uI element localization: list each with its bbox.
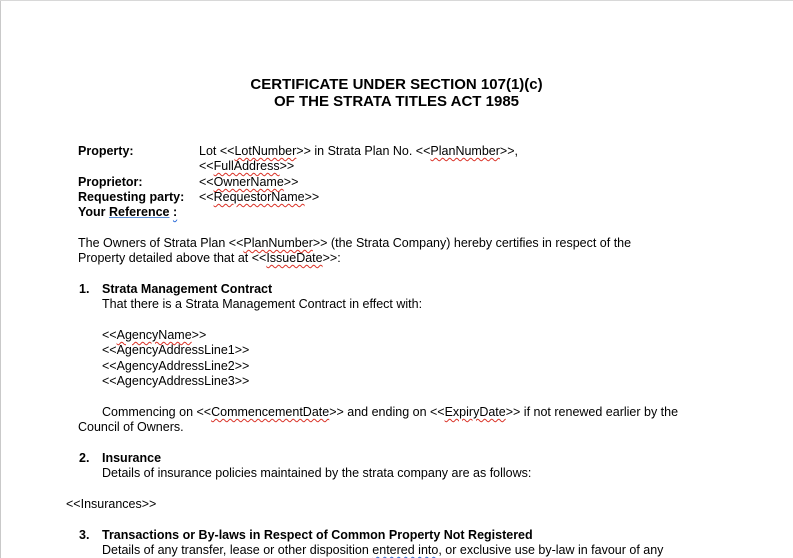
requesting-prefix: << (199, 190, 214, 204)
certificate-title (0, 76, 793, 110)
agency-address-line-3: <<AgencyAddressLine3>> (102, 374, 250, 388)
commencement-line (102, 405, 678, 420)
title-line-1: CERTIFICATE UNDER SECTION 107(1)(c) (250, 76, 543, 93)
section-2-heading: Insurance (102, 451, 162, 465)
section-3-heading: Transactions or By-laws in Respect of Common Property Not Registered (102, 528, 533, 542)
addr-suffix: >> (279, 159, 295, 173)
commencement-line-2: Council of Owners. (78, 420, 184, 434)
agency-name-line (102, 328, 206, 343)
proprietor-value (199, 175, 298, 190)
intro-text-a: The Owners of Strata Plan << (78, 236, 244, 250)
agency-name-field: AgencyName (116, 328, 192, 342)
lot-number-field: LotNumber (234, 144, 297, 158)
intro-text-d: >>: (322, 251, 341, 265)
requestor-name-field: RequestorName (213, 190, 305, 204)
agency-address-line-1: <<AgencyAddressLine1>> (102, 343, 250, 357)
section-3-number: 3. (79, 528, 90, 542)
proprietor-label: Proprietor: (78, 175, 143, 189)
proprietor-prefix: << (199, 175, 214, 189)
requesting-suffix: >> (304, 190, 320, 204)
section-3-text-b: , or exclusive use by-law in favour of any (438, 543, 664, 557)
section-2-number: 2. (79, 451, 90, 465)
agency-suffix: >> (191, 328, 207, 342)
owner-name-field: OwnerName (213, 175, 284, 189)
section-3-text (102, 543, 663, 558)
lot-prefix: Lot << (199, 144, 235, 158)
property-value-line1 (199, 144, 518, 159)
agency-prefix: << (102, 328, 117, 342)
intro-text-b: >> (the Strata Company) hereby certifies in respect of the (312, 236, 632, 250)
section-1-text: That there is a Strata Management Contract in effect with: (102, 297, 423, 311)
insurances-placeholder: <<Insurances>> (66, 497, 157, 511)
intro-plan-number-field: PlanNumber (243, 236, 313, 250)
section-1-heading: Strata Management Contract (102, 282, 273, 296)
agency-address-line-2: <<AgencyAddressLine2>> (102, 359, 250, 373)
section-1-number: 1. (79, 282, 90, 296)
entered-into-text: entered into (372, 543, 439, 557)
intro-text-c: Property detailed above that at << (78, 251, 267, 265)
lot-suffix: >>, (499, 144, 518, 158)
renewal-text: >> if not renewed earlier by the (505, 405, 679, 419)
ending-text: >> and ending on << (329, 405, 445, 419)
addr-prefix: << (199, 159, 214, 173)
proprietor-suffix: >> (283, 175, 299, 189)
lot-mid: >> in Strata Plan No. << (296, 144, 431, 158)
page-top-edge (0, 0, 793, 1)
commencing-text: Commencing on << (102, 405, 212, 419)
plan-number-field: PlanNumber (430, 144, 500, 158)
your-reference-line (78, 205, 177, 220)
property-value-line2 (199, 159, 294, 174)
section-2-text: Details of insurance policies maintained by the strata company are as follows: (102, 466, 532, 480)
commencement-date-field: CommencementDate (211, 405, 330, 419)
requesting-party-value (199, 190, 319, 205)
reference-field: Reference (109, 205, 170, 219)
intro-line-2 (78, 251, 341, 266)
issue-date-field: IssueDate (266, 251, 323, 265)
expiry-date-field: ExpiryDate (444, 405, 506, 419)
reference-colon: : (172, 205, 178, 219)
intro-line-1 (78, 236, 631, 251)
your-label: Your (78, 205, 106, 219)
section-3-text-a: Details of any transfer, lease or other disposition (102, 543, 373, 557)
full-address-field: FullAddress (213, 159, 280, 173)
requesting-party-label: Requesting party: (78, 190, 185, 204)
property-label: Property: (78, 144, 134, 158)
title-line-2: OF THE STRATA TITLES ACT 1985 (273, 93, 520, 110)
